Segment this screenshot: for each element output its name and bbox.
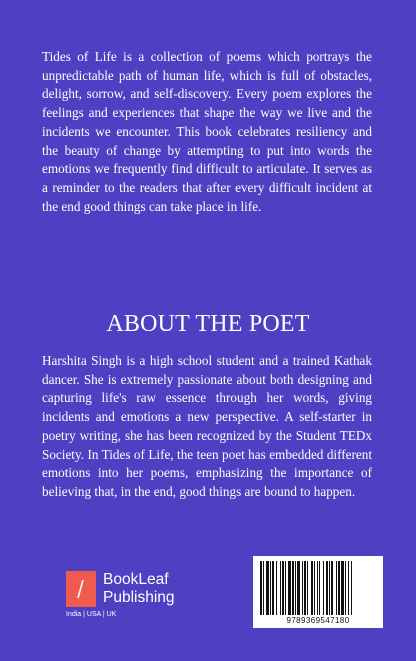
- barcode-stripe: [323, 561, 324, 615]
- publisher-logo: [66, 571, 186, 621]
- bio-line: words, giving incidents and emotions a new perspective.: [42, 390, 373, 425]
- barcode-stripe: [331, 561, 333, 615]
- bio-line: Harshita Singh is a high school student and a trained: [42, 353, 330, 368]
- bio-line: by the Student TEDx Society. In Tides of Life, the teen: [42, 427, 372, 462]
- bio-line: poet has embedded different emotions into her poems,: [42, 446, 373, 481]
- publisher-name: [103, 571, 175, 607]
- barcode-stripe: [348, 561, 349, 615]
- bio-line: good things are bound to happen.: [179, 483, 356, 499]
- barcode-stripe: [285, 561, 286, 615]
- publisher-tagline: India | USA | UK: [66, 611, 117, 618]
- bio-line: A self-starter in poetry writing, she has been recognized: [42, 409, 373, 443]
- description-line: attempting to put into words the emotions we frequently: [42, 142, 372, 177]
- description-line: way we live and the incidents we encounter. This book: [42, 105, 373, 139]
- barcode-stripe: [311, 561, 313, 615]
- barcode-stripe: [288, 561, 291, 615]
- publisher-name-line-2: Publishing: [103, 589, 175, 606]
- slash-logo-icon: [66, 571, 96, 607]
- barcode-stripe: [329, 561, 330, 615]
- description-line: Tides of Life is a collection of poems which portrays the: [42, 49, 372, 64]
- isbn-number: 9789369547180: [286, 616, 350, 625]
- barcode-stripe: [345, 561, 346, 615]
- barcode-stripe: [280, 561, 281, 615]
- barcode-stripe: [266, 561, 269, 615]
- barcode-stripe: [307, 561, 308, 615]
- barcode-stripe: [272, 561, 274, 615]
- barcode-icon: [260, 561, 376, 615]
- isbn-barcode: [253, 556, 383, 628]
- description-line: unpredictable path of human life, which is full of: [42, 67, 316, 83]
- barcode-stripe: [260, 561, 262, 615]
- barcode-stripe: [270, 561, 271, 615]
- barcode-stripe: [304, 561, 306, 615]
- barcode-stripe: [282, 561, 284, 615]
- description-line: things can take place in life.: [113, 198, 262, 214]
- description-line: find difficult to articulate. It serves as a reminder to the: [42, 161, 373, 195]
- barcode-stripe: [338, 561, 340, 615]
- barcode-stripe: [317, 561, 318, 615]
- barcode-stripe: [351, 561, 352, 615]
- barcode-stripe: [319, 561, 320, 615]
- barcode-stripe: [295, 561, 296, 615]
- description-line: poem explores the feelings and experiences that shape the: [42, 86, 372, 121]
- barcode-stripe: [336, 561, 337, 615]
- publisher-name-line-1: BookLeaf: [103, 571, 169, 588]
- barcode-stripe: [263, 561, 264, 615]
- description-line: celebrates resiliency and the beauty of change by: [42, 123, 373, 158]
- description-line: readers that after every difficult incident at the end good: [42, 179, 372, 214]
- bio-line: emphasizing the importance of believing that, in the end,: [42, 465, 372, 499]
- barcode-stripe: [292, 561, 294, 615]
- bio-line: designing and capturing life's raw essence through her: [42, 371, 373, 406]
- barcode-stripe: [302, 561, 303, 615]
- barcode-stripe: [341, 561, 344, 615]
- poet-bio: [42, 352, 372, 502]
- barcode-stripe: [276, 561, 277, 615]
- bio-line: Kathak dancer. She is extremely passionate about both: [42, 353, 372, 387]
- book-description: [42, 48, 372, 216]
- barcode-stripe: [314, 561, 315, 615]
- about-heading: ABOUT THE POET: [106, 311, 310, 337]
- description-line: obstacles, delight, sorrow, and self-discovery. Every: [42, 67, 372, 102]
- barcode-stripe: [326, 561, 328, 615]
- barcode-stripe: [297, 561, 300, 615]
